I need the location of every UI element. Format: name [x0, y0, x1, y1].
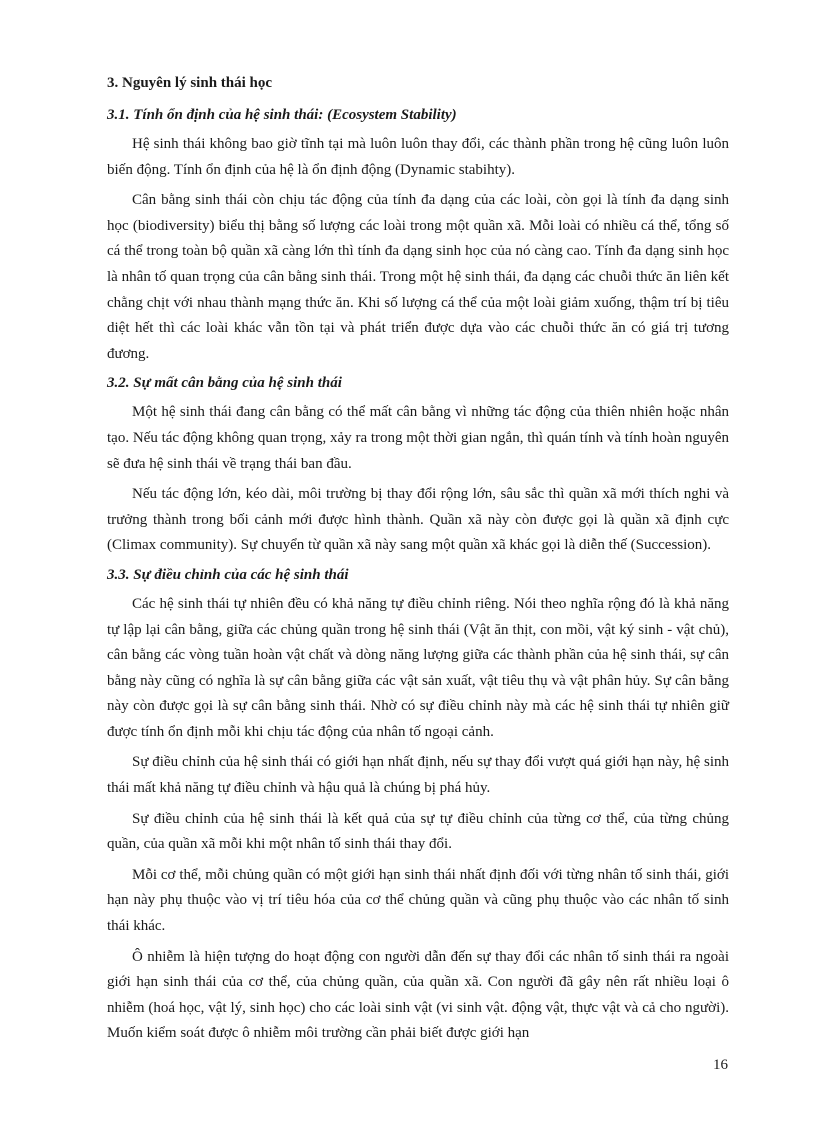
section-heading: 3. Nguyên lý sinh thái học — [107, 75, 273, 91]
subsection-title: 3.3. Sự điều chỉnh của các hệ sinh thái — [107, 566, 349, 583]
subsection-3-3 — [107, 564, 729, 1047]
paragraph: Sự điều chỉnh của hệ sinh thái là kết quả của sự tự điều chỉnh của từng cơ thể, của từng chủng quần, của quần xã mỗi khi một nhân tố sinh thái thay đổi. — [107, 810, 729, 853]
page-number: 16 — [713, 1057, 728, 1073]
paragraph: Một hệ sinh thái đang cân bằng có thể mất cân bằng vì những tác động của thiên nhiên hoặc nhân tạo. Nếu tác động không quan trọng, xảy ra trong một thời gian ngắn, thì quán tính và tính hoàn nguyên sẽ đưa hệ sinh thái về trạng thái ban đầu. — [107, 404, 729, 472]
subsection-3-2 — [107, 372, 729, 559]
subsection-3-1 — [107, 104, 729, 367]
paragraph: Các hệ sinh thái tự nhiên đều có khả năng tự điều chỉnh riêng. Nói theo nghĩa rộng đó là khả năng tự lập lại cân bằng, giữa các chủng quần trong hệ sinh thái (Vật ăn thịt, con mồi, vật ký sinh - vật chủ), cân bằng các vòng tuần hoàn vật chất và dòng năng lượng giữa các thành phần của hệ sinh thái, sự cân bằng này cũng có nghĩa là sự cân bằng giữa các vật sản xuất, vật tiêu thụ và vật phân hủy. Sự cân bằng này còn được gọi là sự cân bằng sinh thái. Nhờ có sự điều chỉnh này mà các hệ sinh thái tự nhiên giữ được tính ổn định mỗi khi chịu tác động của nhân tố ngoại cảnh. — [107, 595, 729, 740]
paragraph: Nếu tác động lớn, kéo dài, môi trường bị thay đổi rộng lớn, sâu sắc thì quần xã mới thích nghi và trưởng thành trong bối cảnh mới được hình thành. Quần xã này còn được gọi là quần xã định cực (Climax community). Sự chuyển từ quần xã này sang một quần xã khác gọi là diễn thế (Succession). — [107, 486, 729, 554]
document-page — [107, 72, 729, 1052]
subsection-title: 3.1. Tính ổn định của hệ sinh thái: (Ecosystem Stability) — [107, 107, 457, 123]
paragraph: Sự điều chỉnh của hệ sinh thái có giới hạn nhất định, nếu sự thay đổi vượt quá giới hạn này, hệ sinh thái mất khả năng tự điều chỉnh và hậu quả là chúng bị phá hủy. — [107, 754, 729, 797]
paragraph: Cân bằng sinh thái còn chịu tác động của tính đa dạng của các loài, còn gọi là tính đa dạng sinh học (biodiversity) biểu thị bằng số lượng các loài trong một quần xã. Mỗi loài có nhiều cá thể, tổng số cá thể trong toàn bộ quần xã càng lớn thì tính đa dạng sinh học của nó càng cao. Tính đa dạng sinh học là nhân tố quan trọng của cân bằng sinh thái. Trong một hệ sinh thái, đa dạng các chuỗi thức ăn liên kết chằng chịt với nhau thành mạng thức ăn. Khi số lượng cá thể của một loài giảm xuống, thậm trí bị tiêu diệt hết thì các loài khác vẫn tồn tại và phát triển được dựa vào các chuỗi thức ăn có giá trị tương đương. — [107, 192, 729, 362]
subsection-title: 3.2. Sự mất cân bằng của hệ sinh thái — [107, 375, 342, 392]
paragraph: Hệ sinh thái không bao giờ tĩnh tại mà luôn luôn thay đổi, các thành phần trong hệ cũng luôn luôn biến động. Tính ổn định của hệ là ổn định động (Dynamic stabihty). — [107, 136, 729, 178]
paragraph: Mỗi cơ thể, mỗi chủng quần có một giới hạn sinh thái nhất định đối với từng nhân tố sinh thái, giới hạn này phụ thuộc vào vị trí tiêu hóa của cơ thể chủng quần và cũng phụ thuộc vào các nhân tố sinh thái khác. — [107, 866, 729, 935]
paragraph: Ô nhiễm là hiện tượng do hoạt động con người dẫn đến sự thay đổi các nhân tố sinh thái ra ngoài giới hạn sinh thái của cơ thể, của chủng quần, của quần xã. Con người đã gây nên rất nhiều loại ô nhiễm (hoá học, vật lý, sinh học) cho các loài sinh vật (vi sinh vật. động vật, thực vật và cả cho người). Muốn kiểm soát được ô nhiễm môi trường cần phải biết được giới hạn — [107, 948, 729, 1042]
